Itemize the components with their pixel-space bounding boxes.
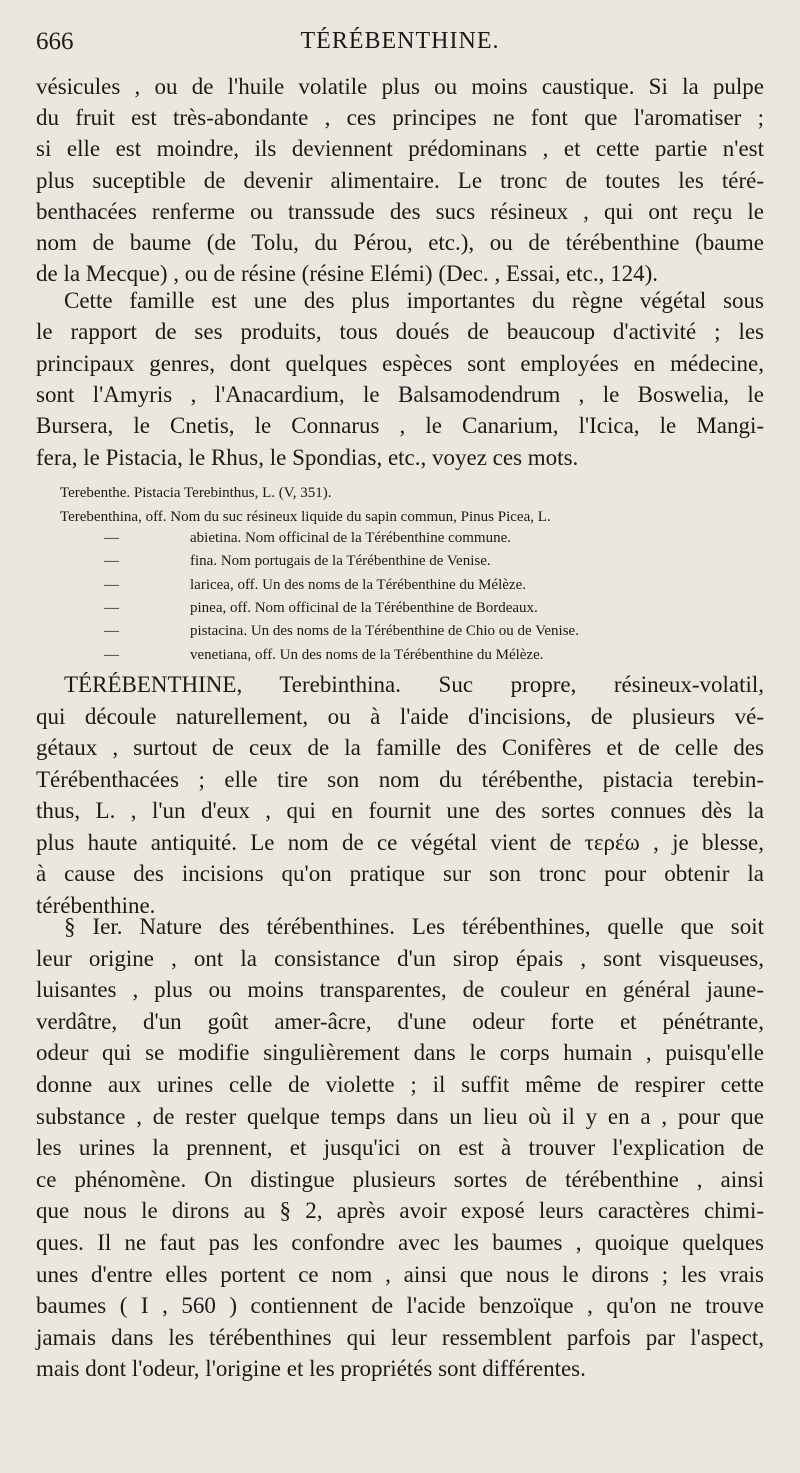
subentry-text: fina. Nom portugais de la Térébenthine de Venise. — [190, 553, 491, 570]
subentry-text: pistacina. Un des noms de la Térébenthine de Chio ou de Venise. — [190, 623, 579, 640]
dictionary-subentry — [60, 620, 765, 642]
paragraph-4-line: § Ier. Nature des térébenthines. Les térébenthines, quelle que soit — [64, 914, 764, 939]
paragraph-4-line: que nous le dirons au § 2, après avoir exposé leurs caractères chimi- — [36, 1198, 764, 1224]
paragraph-3-line: térébenthine. — [36, 892, 156, 918]
dictionary-entry: Terebenthina, off. Nom du suc résineux liquide du sapin commun, Pinus Picea, L. — [60, 509, 551, 525]
paragraph-1-line: plus suceptible de devenir alimentaire. Le tronc de toutes les téré- — [36, 167, 764, 193]
paragraph-4-line: odeur qui se modifie singulièrement dans le corps humain , puisqu'elle — [36, 1040, 764, 1066]
paragraph-4-line: luisantes , plus ou moins transparentes, de couleur en général jaune- — [36, 977, 764, 1003]
subentry-dash: — — [104, 623, 119, 640]
paragraph-4-line: substance , de rester quelque temps dans un lieu où il y en a , pour que — [36, 1103, 764, 1129]
page-header — [36, 28, 764, 64]
subentry-text: venetiana, off. Un des noms de la Térébenthine du Mélèze. — [190, 646, 544, 663]
dictionary-entry: Terebenthe. Pistacia Terebinthus, L. (V, 351). — [60, 485, 332, 501]
paragraph-3-line: TÉRÉBENTHINE, Terebinthina. Suc propre, résineux-volatil, — [64, 672, 764, 697]
paragraph-1-line: du fruit est très-abondante , ces principes ne font que l'aromatiser ; — [36, 105, 764, 131]
dictionary-subentry — [60, 574, 765, 596]
paragraph-2-line: principaux genres, dont quelques espèces sont employées en médecine, — [36, 350, 764, 376]
paragraph-1-line: de la Mecque) , ou de résine (résine Elémi) (Dec. , Essai, etc., 124). — [36, 261, 659, 287]
subentry-dash: — — [104, 553, 119, 570]
subentry-text: abietina. Nom officinal de la Térébenthine commune. — [190, 530, 511, 546]
paragraph-1-line: si elle est moindre, ils deviennent prédominans , et cette partie n'est — [36, 136, 764, 162]
paragraph-4-line: unes d'entre elles portent ce nom , ainsi que nous le dirons ; les vrais — [36, 1261, 764, 1287]
paragraph-4-line: verdâtre, d'un goût amer-âcre, d'une odeur forte et pénétrante, — [36, 1008, 764, 1034]
paragraph-3-line: à cause des incisions qu'on pratique sur son tronc pour obtenir la — [36, 861, 764, 886]
dictionary-subentry — [60, 644, 765, 666]
paragraph-2-line: Cette famille est une des plus importantes du règne végétal sous — [64, 288, 764, 313]
dictionary-subentry — [60, 527, 765, 549]
paragraph-4-line: mais dont l'odeur, l'origine et les propriétés sont différentes. — [36, 1356, 586, 1382]
paragraph-4-line: baumes ( I , 560 ) contiennent de l'acide benzoïque , qu'on ne trouve — [36, 1293, 764, 1319]
paragraph-4-line: leur origine , ont la consistance d'un sirop épais , sont visqueuses, — [36, 945, 764, 971]
paragraph-2-line: sont l'Amyris , l'Anacardium, le Balsamodendrum , le Boswelia, le — [36, 381, 764, 407]
subentry-dash: — — [104, 576, 119, 593]
paragraph-4-line: les urines la prennent, et jusqu'ici on est à trouver l'explication de — [36, 1135, 764, 1161]
paragraph-4-line: jamais dans les térébenthines qui leur ressemblent parfois par l'aspect, — [36, 1324, 764, 1350]
paragraph-1-line: vésicules , ou de l'huile volatile plus ou moins caustique. Si la pulpe — [36, 74, 764, 99]
paragraph-3-line: qui découle naturellement, ou à l'aide d'incisions, de plusieurs vé- — [36, 703, 764, 729]
paragraph-4-line: ce phénomène. On distingue plusieurs sortes de térébenthine , ainsi — [36, 1166, 764, 1192]
paragraph-4-line: donne aux urines celle de violette ; il suffit même de respirer cette — [36, 1072, 764, 1097]
paragraph-3-line: Térébenthacées ; elle tire son nom du térébenthe, pistacia terebin- — [36, 766, 764, 792]
page-number: 666 — [36, 28, 74, 55]
subentry-text: laricea, off. Un des noms de la Térébenthine du Mélèze. — [190, 576, 526, 593]
dictionary-subentry — [60, 597, 765, 619]
paragraph-3-line: gétaux , surtout de ceux de la famille des Conifères et de celle des — [36, 735, 764, 760]
paragraph-1-line: nom de baume (de Tolu, du Pérou, etc.), ou de térébenthine (baume — [36, 230, 764, 255]
dictionary-subentry — [60, 550, 765, 572]
subentry-dash: — — [104, 646, 119, 663]
paragraph-1-line: benthacées renferme ou transsude des sucs résineux , qui ont reçu le — [36, 198, 764, 224]
subentry-dash: — — [104, 599, 119, 616]
paragraph-2-line: fera, le Pistacia, le Rhus, le Spondias, etc., voyez ces mots. — [36, 444, 579, 470]
paragraph-2-line: Bursera, le Cnetis, le Connarus , le Canarium, l'Icica, le Mangi- — [36, 413, 764, 439]
paragraph-2-line: le rapport de ses produits, tous doués de beaucoup d'activité ; les — [36, 319, 764, 345]
paragraph-4-line: ques. Il ne faut pas les confondre avec les baumes , quoique quelques — [36, 1230, 764, 1255]
paragraph-3-line: plus haute antiquité. Le nom de ce végétal vient de τερέω , je blesse, — [36, 829, 765, 855]
subentry-text: pinea, off. Nom officinal de la Térébenthine de Bordeaux. — [190, 599, 538, 616]
running-title: TÉRÉBENTHINE. — [300, 28, 500, 54]
subentry-dash: — — [104, 530, 119, 546]
paragraph-3-line: thus, L. , l'un d'eux , qui en fournit une des sortes connues dès la — [36, 798, 764, 823]
